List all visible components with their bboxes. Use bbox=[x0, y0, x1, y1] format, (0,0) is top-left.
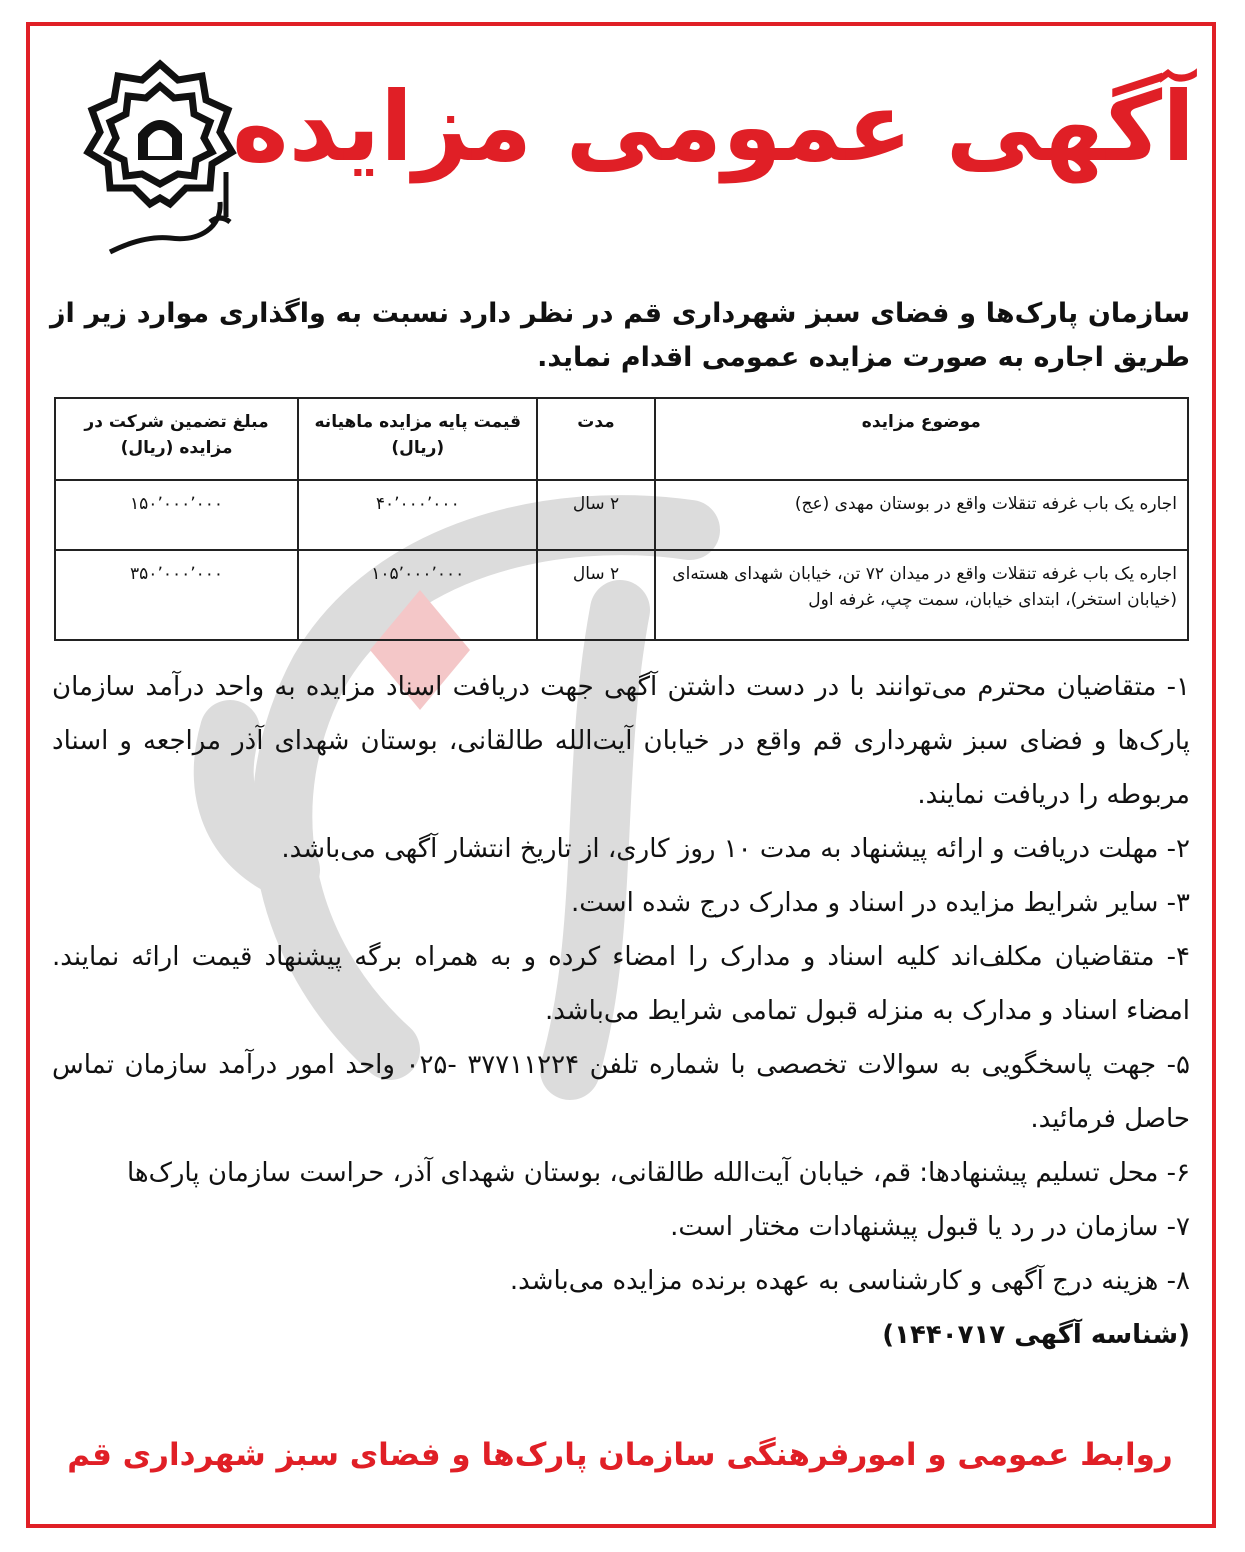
column-header: مبلغ تضمین شرکت در مزایده (ریال) bbox=[55, 398, 298, 480]
intro-paragraph: سازمان پارک‌ها و فضای سبز شهرداری قم در نظر دارد نسبت به واگذاری موارد زیر از طریق اجاره به صورت مزایده عمومی اقدام نماید. bbox=[50, 298, 1190, 373]
municipality-logo-icon bbox=[70, 52, 250, 262]
condition-item: ۶- محل تسلیم پیشنهادها: قم، خیابان آیت‌الله طالقانی، بوستان شهدای آذر، حراست سازمان پارک‌ها bbox=[126, 1158, 1190, 1188]
table-cell-subject: اجاره یک باب غرفه تنقلات واقع در میدان ۷۲ تن، خیابان شهدای هسته‌ای (خیابان استخر)، ابتدای خیابان، سمت چپ، غرفه اول bbox=[655, 550, 1188, 640]
table-cell-subject: اجاره یک باب غرفه تنقلات واقع در بوستان مهدی (عج) bbox=[655, 480, 1188, 550]
condition-item: ۳- سایر شرایط مزایده در اسناد و مدارک درج شده است. bbox=[570, 888, 1190, 918]
column-header: موضوع مزایده bbox=[655, 398, 1188, 480]
condition-item: ۷- سازمان در رد یا قبول پیشنهادات مختار است. bbox=[670, 1212, 1190, 1242]
table-row bbox=[55, 550, 1188, 640]
column-header: مدت bbox=[537, 398, 654, 480]
condition-item: ۸- هزینه درج آگهی و کارشناسی به عهده برنده مزایده می‌باشد. bbox=[509, 1266, 1190, 1296]
condition-item: ۱- متقاضیان محترم می‌توانند با در دست داشتن آگهی جهت دریافت اسناد مزایده به واحد درآمد سازمان پارک‌ها و فضای سبز شهرداری قم واقع در خیابان آیت‌الله طالقانی، بوستان شهدای آذر مراجعه و اسناد مربوطه را دریافت نمایند. bbox=[52, 672, 1190, 810]
auction-table bbox=[54, 397, 1189, 641]
table-cell-base-price: ۱۰۵٬۰۰۰٬۰۰۰ bbox=[298, 550, 537, 640]
ad-title: آگهی عمومی مزایده bbox=[232, 71, 1195, 183]
table-cell-duration: ۲ سال bbox=[537, 550, 654, 640]
ad-id: (شناسه آگهی ۱۴۴۰۷۱۷) bbox=[882, 1320, 1190, 1350]
table-cell-base-price: ۴۰٬۰۰۰٬۰۰۰ bbox=[298, 480, 537, 550]
condition-item: ۴- متقاضیان مکلف‌اند کلیه اسناد و مدارک را امضاء کرده و به همراه برگه پیشنهاد قیمت ارائه نمایند. امضاء اسناد و مدارک به منزله قبول تمامی شرایط می‌باشد. bbox=[52, 942, 1190, 1026]
column-header: قیمت پایه مزایده ماهیانه (ریال) bbox=[298, 398, 537, 480]
conditions-list bbox=[52, 660, 1190, 1362]
footer-publisher: روابط عمومی و امورفرهنگی سازمان پارک‌ها و فضای سبز شهرداری قم bbox=[67, 1437, 1173, 1473]
table-cell-duration: ۲ سال bbox=[537, 480, 654, 550]
condition-item: ۵- جهت پاسخگویی به سوالات تخصصی با شماره تلفن ۳۷۷۱۱۲۲۴ -۰۲۵ واحد امور درآمد سازمان تماس حاصل فرمائید. bbox=[52, 1050, 1190, 1134]
table-row bbox=[55, 480, 1188, 550]
table-header-row bbox=[55, 398, 1188, 480]
table-cell-guarantee: ۱۵۰٬۰۰۰٬۰۰۰ bbox=[55, 480, 298, 550]
condition-item: ۲- مهلت دریافت و ارائه پیشنهاد به مدت ۱۰ روز کاری، از تاریخ انتشار آگهی می‌باشد. bbox=[281, 834, 1190, 864]
table-cell-guarantee: ۳۵۰٬۰۰۰٬۰۰۰ bbox=[55, 550, 298, 640]
